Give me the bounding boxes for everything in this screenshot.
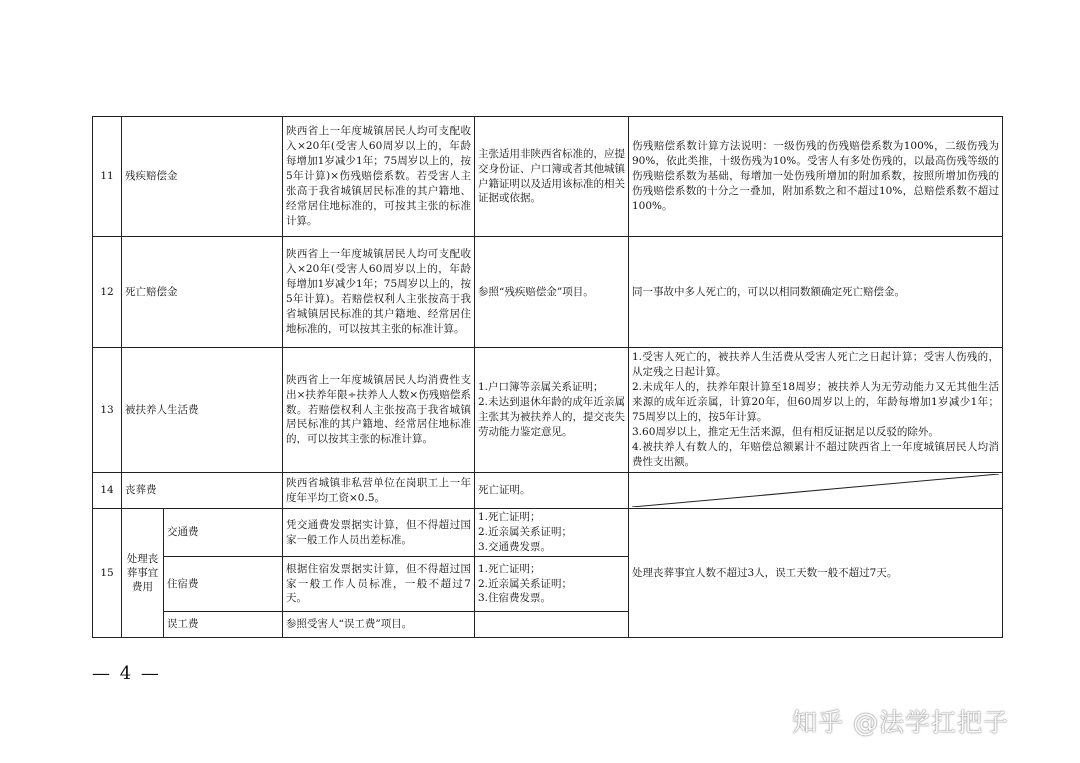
sub-item-name: 住宿费 [164, 557, 283, 612]
item-name: 残疾赔偿金 [122, 117, 283, 237]
evidence-line: 1.户口簿等亲属关系证明； [478, 381, 604, 394]
row-number: 15 [93, 509, 122, 638]
calc-standard: 参照受害人“误工费”项目。 [283, 612, 475, 638]
table-row [93, 117, 1003, 237]
evidence-line: 2.近亲属关系证明； [478, 577, 573, 590]
item-name: 被扶养人生活费 [122, 348, 283, 473]
note: 同一事故中多人死亡的，可以以相同数额确定死亡赔偿金。 [629, 237, 1003, 348]
item-name: 丧葬费 [122, 473, 283, 509]
row-number: 12 [93, 237, 122, 348]
table-row [93, 348, 1003, 473]
note: 伤残赔偿系数计算方法说明：一级伤残的伤残赔偿系数为100%，二级伤残为90%，依此类推，十级伤残为10%。受害人有多处伤残的，以最高伤残等级的伤残赔偿系数为基础，每增加一处伤残所增加的附加系数，按照所增加伤残的伤残赔偿系数的十分之一叠加，附加系数之和不超过10%，总赔偿系数不超过100%。 [629, 117, 1003, 237]
calc-standard: 根据住宿发票据实计算，但不得超过国家一般工作人员标准，一般不超过7天。 [283, 557, 475, 612]
note-line: 3.60周岁以上，推定无生活来源，但有相反证据足以反驳的除外。 [632, 425, 939, 438]
evidence [475, 348, 629, 473]
evidence-line: 3.交通费发票。 [478, 540, 552, 553]
item-group-name [122, 509, 164, 638]
table-row [93, 509, 1003, 557]
calc-standard: 陕西省上一年度城镇居民人均可支配收入×20年(受害人60周岁以上的，年龄每增加1岁减少1年；75周岁以上的，按5年计算)×伤残赔偿系数。若受害人主张高于我省城镇居民标准的其户籍地、经常居住地标准的，可按其主张的标准计算。 [283, 117, 475, 237]
sub-item-name: 误工费 [164, 612, 283, 638]
watermark: 知乎 @法学扛把子 [792, 708, 1009, 737]
row-number: 13 [93, 348, 122, 473]
evidence-line: 2.近亲属关系证明； [478, 526, 573, 539]
evidence-line: 2.未达到退休年龄的成年近亲属主张其为被扶养人的，提交丧失劳动能力鉴定意见。 [478, 396, 625, 438]
compensation-table [92, 116, 1003, 638]
calc-standard: 陕西省上一年度城镇居民人均消费性支出×扶养年限÷扶养人人数×伤残赔偿系数。若赔偿权利人主张按高于我省城镇居民标准的其户籍地、经常居住地标准的，可以按其主张的标准计算。 [283, 348, 475, 473]
note-line: 4.被扶养人有数人的，年赔偿总额累计不超过陕西省上一年度城镇居民人均消费性支出额。 [632, 440, 999, 468]
table-row [93, 473, 1003, 509]
group-line: 处理丧 [126, 552, 159, 565]
item-name: 死亡赔偿金 [122, 237, 283, 348]
row-number: 14 [93, 473, 122, 509]
evidence: 主张适用非陕西省标准的，应提交身份证、户口簿或者其他城镇户籍证明以及适用该标准的相关证据或依据。 [475, 117, 629, 237]
row-number: 11 [93, 117, 122, 237]
note [629, 348, 1003, 473]
page-number: — 4 — [92, 663, 161, 684]
evidence-line: 3.住宿费发票。 [478, 592, 552, 605]
diagonal-line [632, 474, 999, 507]
evidence [475, 557, 629, 612]
calc-standard: 陕西省城镇非私营单位在岗职工上一年度年平均工资×0.5。 [283, 473, 475, 509]
evidence: 死亡证明。 [475, 473, 629, 509]
empty-diagonal-cell [629, 473, 1003, 509]
note: 处理丧葬事宜人数不超过3人，误工天数一般不超过7天。 [629, 509, 1003, 638]
note-line: 1.受害人死亡的，被扶养人生活费从受害人死亡之日起计算；受害人伤残的，从定残之日起计算。 [632, 351, 999, 379]
evidence-line: 1.死亡证明； [478, 562, 541, 575]
evidence: 参照“残疾赔偿金”项目。 [475, 237, 629, 348]
sub-item-name: 交通费 [164, 509, 283, 557]
calc-standard: 凭交通费发票据实计算，但不得超过国家一般工作人员出差标准。 [283, 509, 475, 557]
evidence [475, 509, 629, 557]
calc-standard: 陕西省上一年度城镇居民人均可支配收入×20年(受害人60周岁以上的，年龄每增加1岁减少1年；75周岁以上的，按5年计算)。若赔偿权利人主张按高于我省城镇居民标准的其户籍地、经常居住地标准的，可以按其主张的标准计算。 [283, 237, 475, 348]
group-line: 葬事宜 [126, 566, 159, 579]
evidence-line: 1.死亡证明； [478, 511, 541, 524]
evidence-empty [475, 612, 629, 638]
table-row [93, 237, 1003, 348]
note-line: 2.未成年人的，扶养年限计算至18周岁；被扶养人为无劳动能力又无其他生活来源的成年近亲属，计算20年，但60周岁以上的，年龄每增加1岁减少1年；75周岁以上的，按5年计算。 [632, 381, 999, 423]
group-line: 费用 [132, 581, 153, 594]
